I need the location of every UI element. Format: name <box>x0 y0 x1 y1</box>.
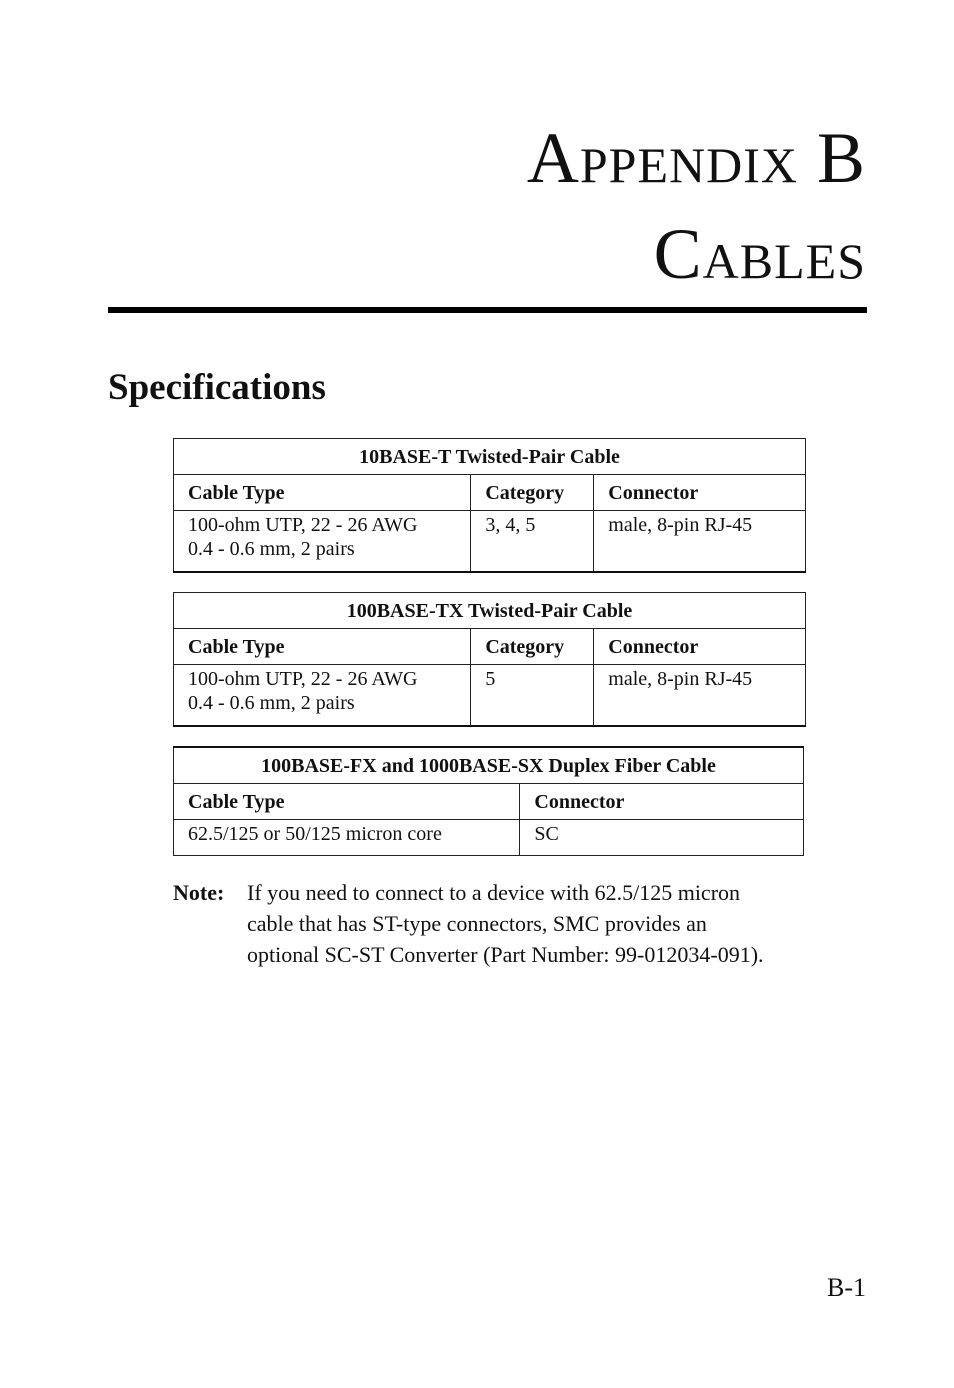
column-header-category: Category <box>471 629 594 665</box>
column-header-cable-type: Cable Type <box>174 784 520 820</box>
table-fiber-cable <box>173 746 804 856</box>
cell-line: 0.4 - 0.6 mm, 2 pairs <box>188 538 355 560</box>
table-10base-t <box>173 438 806 573</box>
page-number: B-1 <box>827 1273 866 1302</box>
cell-line: 62.5/125 or 50/125 micron core <box>188 823 442 845</box>
cell-connector: male, 8-pin RJ-45 <box>594 665 806 727</box>
table-row <box>174 665 806 727</box>
table-row <box>174 511 806 573</box>
section-heading-specifications: Specifications <box>108 367 326 408</box>
note-text <box>247 877 853 970</box>
cell-cable-type <box>174 820 520 856</box>
table-title: 100BASE-FX and 1000BASE-SX Duplex Fiber Cable <box>174 747 804 784</box>
table-title: 10BASE-T Twisted-Pair Cable <box>174 439 806 475</box>
note-block <box>173 877 853 970</box>
cell-category: 3, 4, 5 <box>471 511 594 573</box>
note-line: optional SC-ST Converter (Part Number: 99-012034-091). <box>247 942 764 967</box>
column-header-connector: Connector <box>594 629 806 665</box>
cell-line: 100-ohm UTP, 22 - 26 AWG <box>188 514 418 536</box>
cell-connector: male, 8-pin RJ-45 <box>594 511 806 573</box>
note-label: Note: <box>173 880 225 905</box>
appendix-label: Appendix B <box>526 118 866 198</box>
column-header-cable-type: Cable Type <box>174 629 471 665</box>
note-line: If you need to connect to a device with 62.5/125 micron <box>247 880 741 905</box>
table-100base-tx <box>173 592 806 727</box>
table-row <box>174 820 804 856</box>
table-title: 100BASE-TX Twisted-Pair Cable <box>174 593 806 629</box>
cell-category: 5 <box>471 665 594 727</box>
chapter-title: Cables <box>653 214 866 294</box>
column-header-category: Category <box>471 475 594 511</box>
cell-line: 100-ohm UTP, 22 - 26 AWG <box>188 668 418 690</box>
chapter-divider-rule <box>108 307 867 313</box>
column-header-connector: Connector <box>594 475 806 511</box>
cell-cable-type <box>174 665 471 727</box>
column-header-cable-type: Cable Type <box>174 475 471 511</box>
cell-line: 0.4 - 0.6 mm, 2 pairs <box>188 692 355 714</box>
cell-connector: SC <box>520 820 804 856</box>
note-line: cable that has ST-type connectors, SMC provides an <box>247 911 707 936</box>
cell-cable-type <box>174 511 471 573</box>
column-header-connector: Connector <box>520 784 804 820</box>
